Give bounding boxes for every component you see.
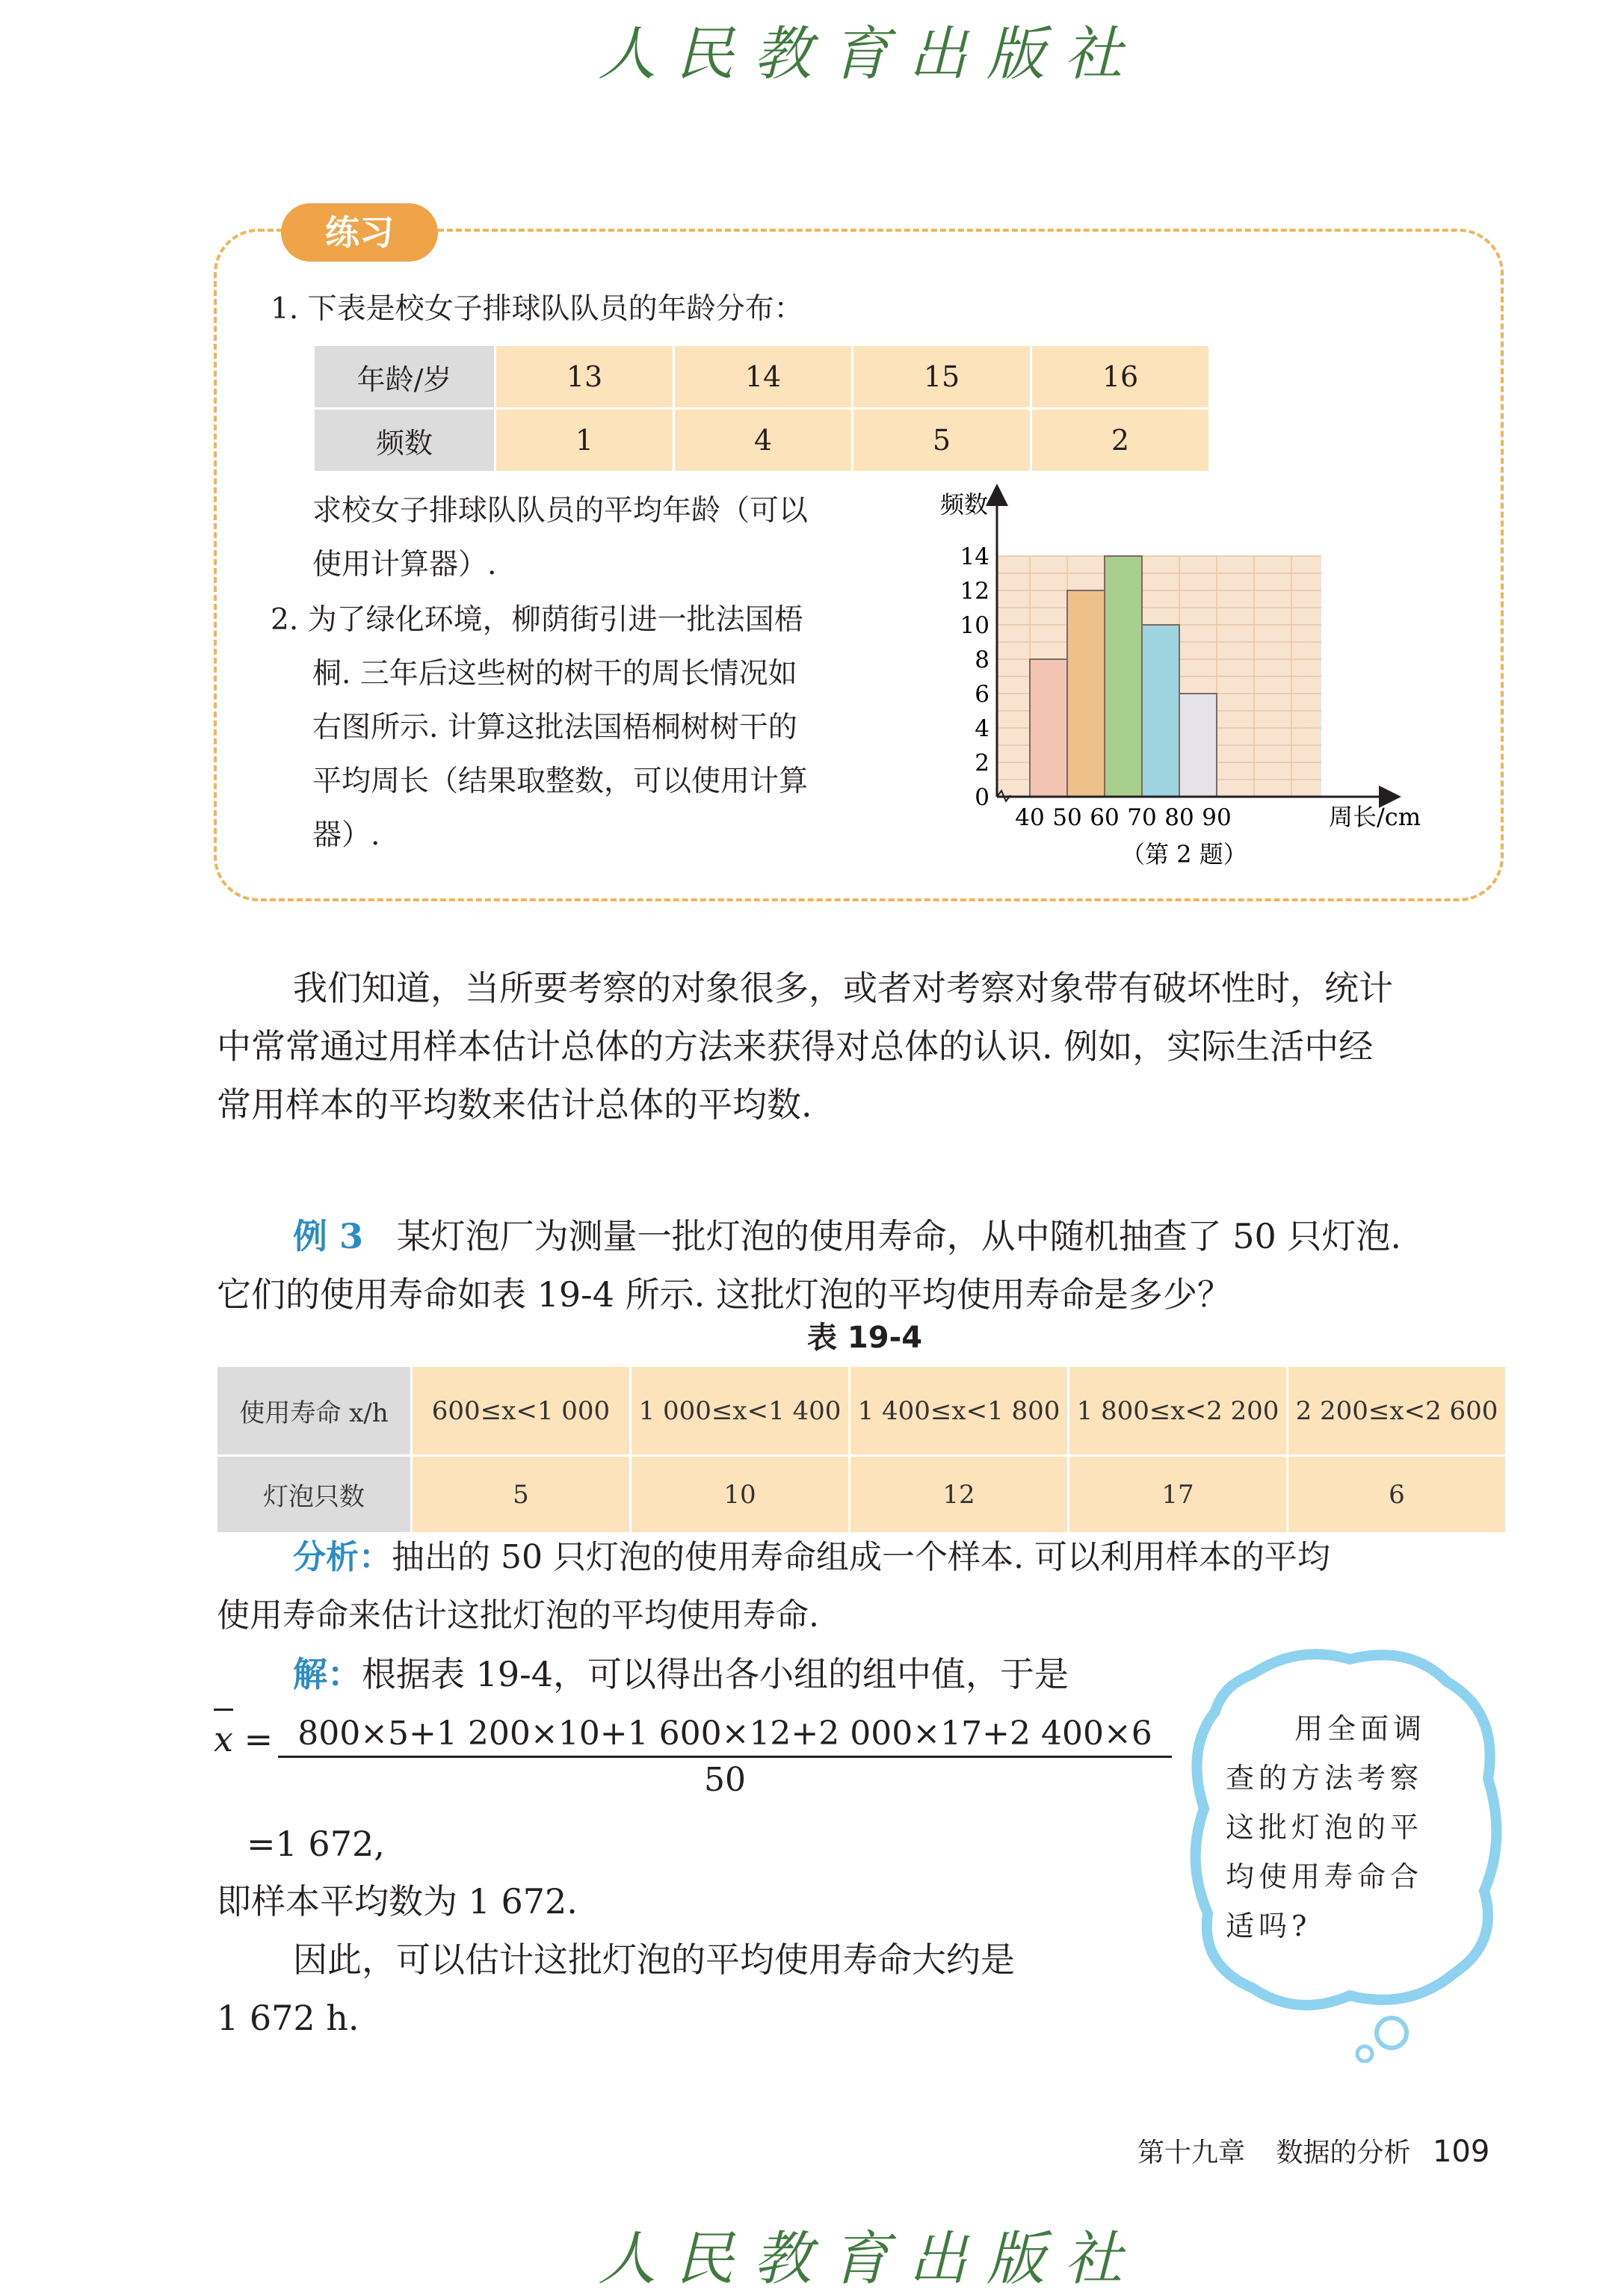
analysis-line1 <box>293 1528 1330 1587</box>
publisher-watermark-top: 人民教育出版社 <box>598 21 1143 88</box>
bubble-line: 均使用寿命合 <box>1226 1860 1424 1893</box>
perimeter-histogram <box>912 478 1480 882</box>
freq-row <box>314 409 1210 472</box>
histogram-bar <box>1179 694 1217 797</box>
chart-caption: （第 2 题） <box>1121 840 1247 868</box>
fraction-numerator: 800×5+1 200×10+1 600×12+2 000×17+2 400×6 <box>278 1715 1172 1758</box>
bubble-line: 适吗? <box>1226 1910 1312 1942</box>
bulb-life-table <box>215 1365 1507 1534</box>
histogram-bar <box>1142 625 1179 797</box>
paragraph-line: 中常常通过用样本估计总体的方法来获得对总体的认识. 例如，实际生活中经 <box>217 1026 1374 1067</box>
footer-section: 数据的分析 <box>1276 2138 1411 2168</box>
footer-chapter: 第十九章 <box>1137 2138 1246 2168</box>
conclusion-line2: 1 672 h. <box>217 1998 359 2038</box>
solution-line <box>293 1644 1069 1704</box>
bubble-line: 查的方法考察 <box>1226 1762 1424 1794</box>
freq-cell: 4 <box>674 409 853 472</box>
thought-bubble-text <box>1226 1704 1426 1951</box>
example3-line1 <box>293 1206 1401 1266</box>
exercise-q2-line: 器）. <box>312 818 380 852</box>
bulb-count-cell: 6 <box>1288 1456 1507 1534</box>
life-range-cell: 600≤x<1 000 <box>412 1366 631 1456</box>
x-tick-label: 50 <box>1052 804 1082 831</box>
chart-y-label: 频数 <box>940 490 989 519</box>
x-tick-label: 40 <box>1015 804 1045 831</box>
y-tick-label: 8 <box>975 646 989 673</box>
analysis-line2: 使用寿命来估计这批灯泡的平均使用寿命. <box>217 1596 819 1635</box>
exercise-q2-line: 平均周长（结果取整数，可以使用计算 <box>312 765 809 798</box>
bulb-count-row <box>217 1456 1507 1534</box>
table-title: 表 19-4 <box>807 1321 923 1355</box>
page-footer <box>1137 2132 1489 2170</box>
example3-text: 某灯泡厂为测量一批灯泡的使用寿命，从中随机抽查了 50 只灯泡. <box>396 1216 1402 1256</box>
y-tick-label: 2 <box>975 750 989 777</box>
freq-cell: 2 <box>1031 409 1210 472</box>
formula-lhs: x = <box>214 1719 273 1759</box>
histogram-bar <box>1105 556 1142 797</box>
sample-mean-line: 即样本平均数为 1 672. <box>217 1881 578 1922</box>
histogram-bar <box>1067 590 1105 797</box>
life-range-cell: 1 000≤x<1 400 <box>631 1366 850 1456</box>
age-cell: 16 <box>1031 345 1210 409</box>
paragraph-line: 我们知道，当所要考察的对象很多，或者对考察对象带有破坏性时，统计 <box>293 968 1393 1008</box>
age-frequency-table <box>312 344 1211 473</box>
exercise-q1-intro: 1. 下表是校女子排球队队员的年龄分布： <box>271 292 803 326</box>
y-tick-label: 0 <box>975 784 989 811</box>
bulb-count-cell: 17 <box>1069 1456 1288 1534</box>
exercise-q2-line: 2. 为了绿化环境，柳荫街引进一批法国梧 <box>271 603 803 637</box>
formula-result: =1 672, <box>247 1824 385 1864</box>
bulb-count-cell: 10 <box>631 1456 850 1534</box>
y-tick-label: 4 <box>975 715 989 742</box>
fraction-denominator: 50 <box>704 1761 746 1799</box>
bubble-line: 这批灯泡的平 <box>1226 1811 1424 1844</box>
bulb-count-cell: 12 <box>850 1456 1069 1534</box>
life-row-header: 使用寿命 x/h <box>217 1366 412 1456</box>
x-tick-label: 60 <box>1090 804 1120 831</box>
age-cell: 14 <box>674 345 853 409</box>
y-tick-label: 14 <box>960 543 989 570</box>
publisher-watermark-bottom: 人民教育出版社 <box>598 2226 1143 2293</box>
solution-text: 根据表 19-4，可以得出各小组的组中值，于是 <box>362 1654 1069 1694</box>
fraction <box>278 1715 1172 1799</box>
histogram-bar <box>1030 659 1067 797</box>
freq-cell: 5 <box>853 409 1031 472</box>
freq-cell: 1 <box>495 409 674 472</box>
age-cell: 13 <box>495 345 674 409</box>
y-tick-label: 12 <box>960 578 989 605</box>
life-range-row <box>217 1366 1507 1456</box>
x-bar: x <box>214 1719 244 1759</box>
life-range-cell: 1 800≤x<2 200 <box>1069 1366 1288 1456</box>
y-tick-label: 10 <box>960 612 989 639</box>
x-tick-label: 80 <box>1164 804 1194 831</box>
x-tick-label: 70 <box>1127 804 1157 831</box>
exercise-q2-line: 桐. 三年后这些树的树干的周长情况如 <box>312 657 797 691</box>
exercise-q2-line: 右图所示. 计算这批法国梧桐树树干的 <box>312 711 797 744</box>
freq-row-header: 频数 <box>314 409 495 472</box>
y-tick-label: 6 <box>975 681 989 708</box>
count-row-header: 灯泡只数 <box>217 1456 412 1534</box>
page-number: 109 <box>1432 2135 1490 2169</box>
exercise-q1-ask-2: 使用计算器）. <box>312 548 497 581</box>
solution-label: 解： <box>293 1654 362 1694</box>
example3-line2: 它们的使用寿命如表 19-4 所示. 这批灯泡的平均使用寿命是多少？ <box>217 1274 1232 1315</box>
life-range-cell: 2 200≤x<2 600 <box>1288 1366 1507 1456</box>
age-cell: 15 <box>853 345 1031 409</box>
exercise-tag: 练习 <box>281 203 438 262</box>
life-range-cell: 1 400≤x<1 800 <box>850 1366 1069 1456</box>
chart-x-label: 周长/cm <box>1329 803 1421 831</box>
x-tick-label: 90 <box>1202 804 1232 831</box>
conclusion-line1: 因此，可以估计这批灯泡的平均使用寿命大约是 <box>293 1939 1015 1980</box>
exercise-q1-ask-1: 求校女子排球队队员的平均年龄（可以 <box>312 494 809 528</box>
analysis-text: 抽出的 50 只灯泡的使用寿命组成一个样本. 可以利用样本的平均 <box>392 1538 1330 1576</box>
paragraph-line: 常用样本的平均数来估计总体的平均数. <box>217 1084 812 1125</box>
age-row <box>314 345 1210 409</box>
bulb-count-cell: 5 <box>412 1456 631 1534</box>
analysis-label: 分析： <box>293 1538 392 1576</box>
age-row-header: 年龄/岁 <box>314 345 495 409</box>
bubble-line: 用全面调 <box>1294 1712 1427 1745</box>
example3-label: 例 3 <box>293 1216 364 1256</box>
